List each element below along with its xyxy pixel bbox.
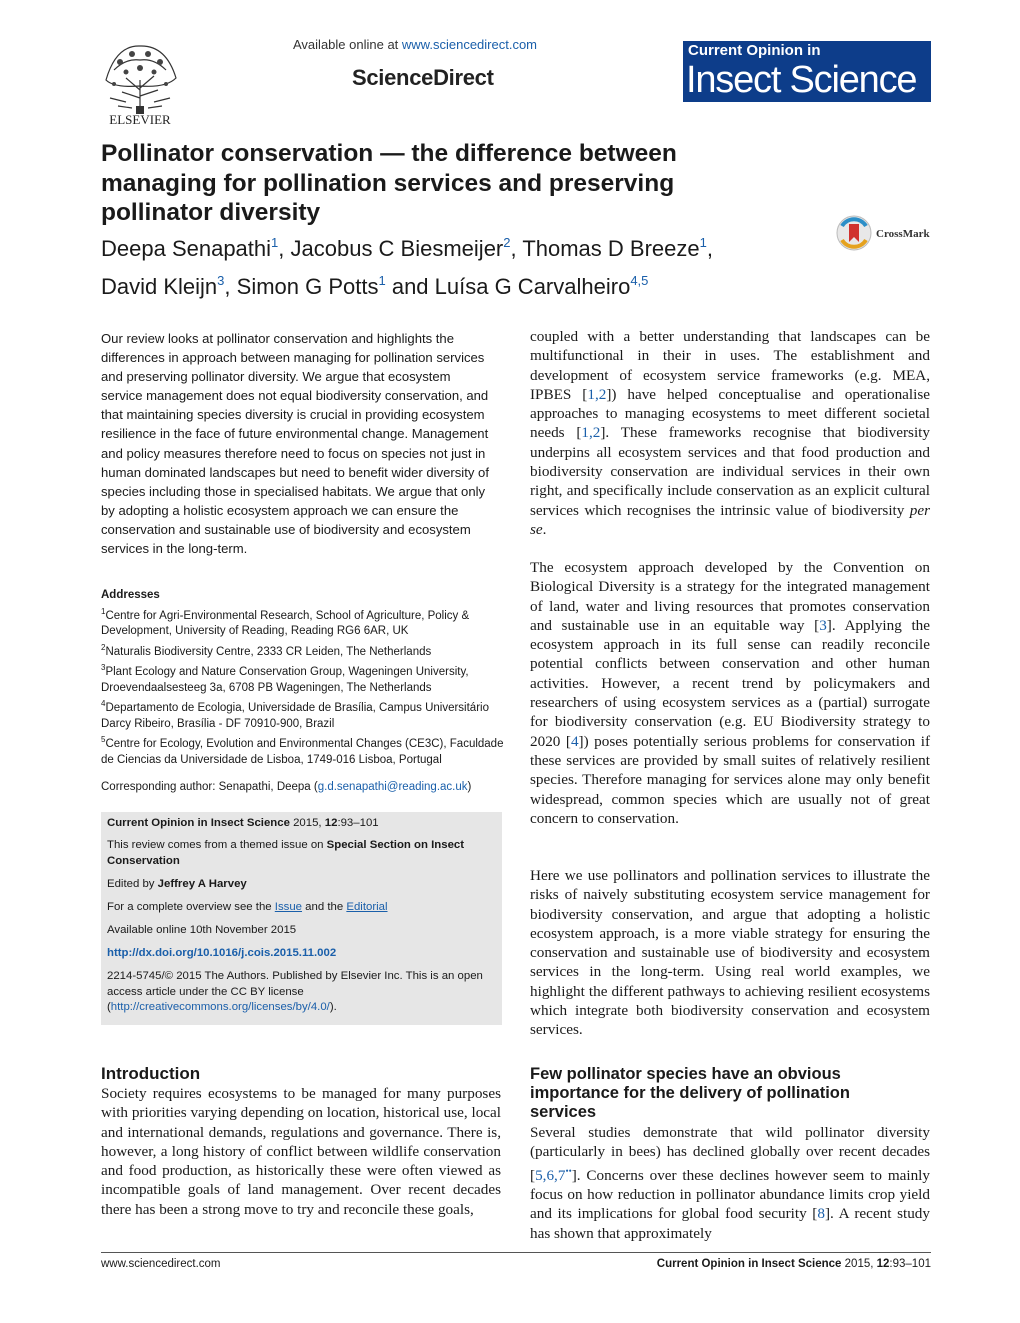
infobox-themed-title: Special Section on Insect Conservation <box>107 839 465 867</box>
author-affiliation-mark[interactable]: 2 <box>503 235 511 250</box>
corresponding-email-link[interactable]: g.d.senapathi@reading.ac.uk <box>317 781 468 793</box>
p4-text-b: ]. Concerns over these declines however seem to mainly focus on how reduction in pollinator abundance limits crop yield and its implications for global food security [ <box>530 1166 930 1223</box>
infobox-overview <box>107 900 497 916</box>
infobox-citation <box>107 816 497 832</box>
reference-link[interactable]: 5,6,7 <box>535 1166 566 1184</box>
reference-link[interactable]: 1,2 <box>581 424 601 442</box>
address-text: Centre for Ecology, Evolution and Environmental Changes (CE3C), Faculdade de Ciencias da Universidade de Lisboa, 1749-016 Lisboa, Portugal <box>101 738 504 766</box>
author-affiliation-mark[interactable]: 4,5 <box>630 273 649 288</box>
available-online-line <box>293 37 537 52</box>
corresponding-prefix: Corresponding author: Senapathi, Deepa ( <box>101 781 318 793</box>
author-separator: , <box>706 236 713 261</box>
elsevier-logo <box>96 40 184 126</box>
footer-pages: :93–101 <box>889 1258 931 1270</box>
editorial-link[interactable]: Editorial <box>346 901 388 913</box>
infobox-editor: Jeffrey A Harvey <box>157 878 247 890</box>
author-affiliation-mark[interactable]: 1 <box>271 235 279 250</box>
author-affiliation-mark[interactable]: 1 <box>378 273 386 288</box>
author-name: David Kleijn <box>101 274 218 299</box>
author-list <box>101 227 821 303</box>
p1-italic: per se <box>530 501 930 538</box>
infobox-pages: :93–101 <box>337 817 379 829</box>
footer-year: 2015, <box>841 1258 877 1270</box>
address-item <box>101 640 511 660</box>
paragraph-frameworks <box>530 327 930 539</box>
paragraph-here-we-use: Here we use pollinators and pollination services to illustrate the risks of naively substituting ecosystem service management for biodiversity conservation, and argue that adopting a holistic ecosystem approach, is a more viable strategy for ensuring the conservation and sustainable use of biodiversity and ecosystem services in the long-term. Using real world examples, we highlight the different pathways to achieving resilient ecosystems which integrate both biodiversity conservation and ecosystem services. <box>530 867 930 1039</box>
infobox-edited-by <box>107 877 497 893</box>
address-text: Plant Ecology and Nature Conservation Group, Wageningen University, Droevendaalsesteeg 3a, 6708 PB Wageningen, The Netherlands <box>101 666 469 694</box>
address-number: 2 <box>101 643 106 653</box>
address-item <box>101 732 511 768</box>
author-affiliation-mark[interactable]: 1 <box>699 235 707 250</box>
infobox-doi-row <box>107 946 497 962</box>
sciencedirect-wordmark: ScienceDirect <box>352 65 494 90</box>
footer-divider <box>101 1252 931 1253</box>
address-item <box>101 604 511 640</box>
reference-link[interactable]: 8 <box>817 1205 825 1223</box>
article-title: Pollinator conservation — the difference between managing for pollination services and preserving pollinator diversity <box>101 140 677 226</box>
author-name: Simon G Potts <box>236 274 379 299</box>
abstract: Our review looks at pollinator conservation and highlights the differences in approach between managing for pollination services and preserving pollinator diversity. We argue that ecosystem service management does not equal biodiversity conservation, and that maintaining species diversity is crucial in providing ecosystem resilience in the face of future environmental change. Management and policy measures therefore need to focus on species not just in human dominated landscapes but need to benefit wider diversity of species including those in specialised habitats. We argue that only by adopting a holistic ecosystem approach we can ensure the conservation and sustainable use of biodiversity and ecosystem services in the long-term. <box>101 331 489 557</box>
p1-text-a: coupled with a better understanding that landscapes can be multifunctional in their in uses. The establishment and development of ecosystem service frameworks (e.g. MEA, IPBES [ <box>530 328 930 403</box>
license-url-link[interactable]: http://creativecommons.org/licenses/by/4.0/ <box>110 1001 330 1014</box>
address-text: Departamento de Ecologia, Universidade de Brasília, Campus Universitário Darcy Ribeiro, Brasília - DF 70910-900, Brazil <box>101 702 489 730</box>
author-name: Thomas D Breeze <box>522 236 700 261</box>
author-separator: , <box>278 236 291 261</box>
p4-text-a: Several studies demonstrate that wild pollinator diversity (particularly in bees) has declined globally over recent decades [ <box>530 1124 930 1184</box>
address-item <box>101 660 511 696</box>
article-info-box <box>101 812 502 1025</box>
addresses-list <box>101 604 511 768</box>
footer-website[interactable]: www.sciencedirect.com <box>101 1258 221 1270</box>
infobox-available: Available online 10th November 2015 <box>107 924 297 936</box>
author-name: Jacobus C Biesmeijer <box>290 236 504 261</box>
address-number: 5 <box>101 735 106 745</box>
author-separator: , <box>224 274 237 299</box>
p1-text-c: ]. These frameworks recognise that biodiversity underpins all ecosystem services and that food production and biodiversity conservation are individual services in their own right, and specifically include conservation as an explicit cultural services which recognises the intrinsic value of biodiversity <box>530 424 930 519</box>
reference-link[interactable]: 3 <box>819 616 827 634</box>
paragraph-several-studies <box>530 1123 930 1243</box>
doi-link[interactable]: http://dx.doi.org/10.1016/j.cois.2015.11.002 <box>107 947 337 959</box>
crossmark-icon <box>836 212 936 254</box>
infobox-year: 2015, <box>289 817 325 829</box>
journal-banner-line1: Current Opinion in <box>688 42 821 59</box>
sciencedirect-url-link[interactable]: www.sciencedirect.com <box>401 37 538 52</box>
reference-link[interactable]: 1,2 <box>587 385 607 403</box>
elsevier-tree-icon <box>96 40 184 126</box>
p1-text-d: . <box>542 520 547 538</box>
elsevier-wordmark: ELSEVIER <box>109 112 171 126</box>
author-name: Luísa G Carvalheiro <box>434 274 631 299</box>
infobox-overview-mid: and the <box>302 901 347 913</box>
available-online-prefix: Available online at <box>293 37 402 52</box>
corresponding-suffix: ) <box>467 781 472 793</box>
address-text: Naturalis Biodiversity Centre, 2333 CR Leiden, The Netherlands <box>105 645 432 658</box>
author-name: Deepa Senapathi <box>101 236 272 261</box>
paragraph-ecosystem-approach <box>530 558 930 828</box>
infobox-volume: 12 <box>324 817 338 829</box>
infobox-journal: Current Opinion in Insect Science <box>107 817 290 829</box>
section-heading-few-pollinators: Few pollinator species have an obvious importance for the delivery of pollination services <box>530 1065 850 1121</box>
address-number: 3 <box>101 663 106 673</box>
author-separator: , <box>510 236 523 261</box>
corresponding-author <box>101 780 511 795</box>
infobox-themed-issue <box>107 838 497 869</box>
journal-banner-line2: Insect Science <box>686 59 917 101</box>
issue-link[interactable]: Issue <box>274 901 303 913</box>
crossmark-badge[interactable] <box>836 212 936 254</box>
introduction-text: Society requires ecosystems to be managed for many purposes with priorities varying depending on location, historical use, local and international demands, regulations and governance. There is, however, a long history of conflict between wildlife conservation and food production, as historically these were often viewed as incompatible goals of land management. Over recent decades there has been a strong move to try and reconcile these goals, <box>101 1085 501 1218</box>
infobox-themed-prefix: This review comes from a themed issue on <box>107 839 327 851</box>
p4-text-c: ]. A recent study has shown that approximately <box>530 1205 930 1242</box>
address-number: 4 <box>101 699 106 709</box>
address-text: Centre for Agri-Environmental Research, School of Agriculture, Policy & Development, University of Reading, Reading RG6 6AR, UK <box>101 609 470 638</box>
p2-text-b: ]. Applying the ecosystem approach in its full sense can readily reconcile potential conflicts between conservation and other human activities. However, a recent trend by policymakers and researchers of using ecosystem services as a (partial) surrogate for biodiversity conservation (e.g. EU Biodiversity strategy to 2020 [ <box>530 616 930 750</box>
author-affiliation-mark[interactable]: 3 <box>217 273 225 288</box>
infobox-license <box>107 969 497 1016</box>
reference-mark: •• <box>565 1165 572 1176</box>
p1-text-b: ]) have helped conceptualise and operationalise approaches to managing ecosystems to meet different societal needs [ <box>530 385 930 442</box>
footer-volume: 12 <box>876 1258 890 1270</box>
footer-citation <box>631 1258 931 1270</box>
reference-link[interactable]: 4 <box>570 732 579 750</box>
address-item <box>101 696 511 732</box>
infobox-edited-prefix: Edited by <box>107 878 158 890</box>
footer-journal: Current Opinion in Insect Science <box>656 1258 842 1270</box>
p2-text-c: ]) poses potentially serious problems for conservation if these services are provided by small suites of relatively resilient species. Therefore managing for services alone may only benefit widespread, common species which are usually not of great concern to conservation. <box>530 732 930 827</box>
infobox-license-prefix: 2214-5745/© 2015 The Authors. Published by Elsevier Inc. This is an open access article under the CC BY license ( <box>107 970 483 1014</box>
addresses-heading: Addresses <box>101 589 160 601</box>
address-number: 1 <box>101 607 106 616</box>
author-separator: and <box>385 274 435 299</box>
infobox-overview-prefix: For a complete overview see the <box>107 901 275 913</box>
infobox-license-suffix: ). <box>329 1001 337 1014</box>
crossmark-label: CrossMark <box>876 228 930 240</box>
p2-text-a: The ecosystem approach developed by the Convention on Biological Diversity is a strategy for the integrated management of land, water and living resources that promotes conservation and sustainable use in an equitable way [ <box>530 559 930 634</box>
introduction-heading: Introduction <box>101 1064 201 1083</box>
journal-banner <box>683 41 931 102</box>
